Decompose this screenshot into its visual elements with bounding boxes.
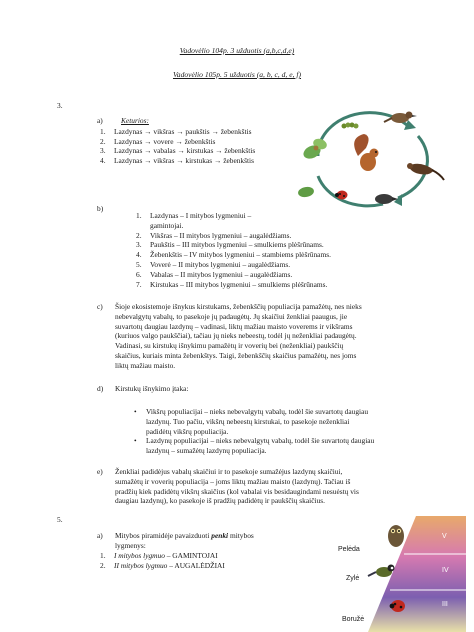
pyramid-label-owl: Pelėda: [338, 546, 360, 553]
task3-d-marker: d): [97, 384, 104, 393]
task-number-5: 5.: [57, 515, 63, 524]
paragraph-line: Ženkliai padidėjus vabalų skaičiui ir to pasekoje sumažėjus lazdynų skaičiui,: [115, 467, 343, 476]
pyramid-level-v: V: [442, 533, 447, 540]
task3-c-paragraph: [115, 302, 425, 370]
list-item: • Vikšrų populiacijai – nieks nebevalgytų vabalų, todėl šie suvartotų daugiau lazdynų. Tuo pačiu, vikšrų nebeestų kirstukai, to pasekoje neženkliai padidėtų vikšrų populiacija.: [134, 407, 369, 436]
owl-icon: [388, 525, 404, 547]
paragraph-line: suvartotų daugiau lazdynų – vadinasi, liktų mažiau maisto voverems ir vikšrams: [115, 321, 353, 331]
list-item: 4. Žebenkštis – IV mitybos lygmeniui – stambiems plėšrūnams.: [136, 250, 331, 260]
list-item: 6. Vabalas – II mitybos lygmeniui – augalėdžiams.: [136, 269, 293, 279]
list-item: 7. Kirstukas – III mitybos lygmeniui – smulkiems plėšrūnams.: [136, 279, 328, 289]
task-number-3: 3.: [57, 101, 63, 110]
list-item: 3. Lazdynas → vabalas → kirstukas → žebenkštis: [100, 146, 256, 155]
header-line-2: Vadovėlio 105p. 5 užduotis (a, b, c, d, e, f): [172, 70, 302, 79]
list-item: 3. Paukštis – III mitybos lygmeniui – smulkiems plėšrūnams.: [136, 240, 324, 250]
list-item: 1. Lazdynas → vikšras → paukštis → žebenkštis: [100, 127, 252, 136]
food-chains-list: [100, 127, 300, 165]
list-item: 2. Lazdynas → vovere → žebenkštis: [100, 136, 216, 146]
trophic-levels-list: [136, 211, 416, 289]
paragraph-line: sumažėtų ir voverių populiacija – joms liktų mažiau maisto (lazdynų). Tačiau iš: [115, 476, 351, 486]
task3-d-title: Kirstukų išnykimo įtaka:: [115, 384, 189, 393]
tit-bird-icon: [368, 565, 395, 578]
pyramid-level-iv: IV: [442, 567, 449, 574]
pyramid-levels-list: [100, 551, 225, 571]
task3-a-title: Keturios:: [121, 116, 149, 125]
list-item: 1. Lazdynas – I mitybos lygmeniui –: [136, 211, 252, 220]
bullet-icon: •: [134, 407, 137, 416]
paragraph-line: Vadinasi, su kirstukų išnykimu pamažėtų ir voverių bei (neženkliai) paukščių: [115, 341, 344, 351]
list-item: gamintojai.: [150, 220, 184, 230]
impact-bullets: [134, 407, 434, 456]
paragraph-line: Šioje ekosistemoje išnykus kirstukams, žebenkščių populiacija pamažėtų, nes nieks: [115, 302, 362, 311]
task3-c-marker: c): [97, 302, 103, 311]
task3-b-marker: b): [97, 204, 104, 213]
task5-a-marker: a): [97, 531, 103, 540]
task3-e-marker: e): [97, 467, 103, 476]
paragraph-line: daugiau lazdynų), ko pasekoje iš pradžių padidėtų ir paukščių skaičius.: [115, 496, 325, 506]
pyramid-label-tit: Zylė: [346, 575, 360, 582]
paragraph-line: liktų mažiau maisto.: [115, 360, 176, 370]
food-web-illustration: [288, 106, 448, 212]
food-pyramid-illustration: [338, 512, 466, 632]
task3-a-marker: a): [97, 116, 103, 125]
list-item: 1. I mitybos lygmuo – GAMINTOJAI: [100, 551, 218, 560]
pyramid-label-ladybird: Boružė: [342, 616, 365, 623]
list-item: 2. Vikšras – II mitybos lygmeniui – augalėdžiams.: [136, 230, 292, 240]
bullet-icon: •: [134, 436, 137, 446]
task5-a-intro: Mitybos piramidėje pavaizduoti penki mitybos: [115, 531, 254, 540]
paragraph-line: skaičius, kuriais minta žebenkštys. Taigi, žebenkščių skaičius pamažėtų, nes joms: [115, 350, 357, 360]
header-line-1: Vadovėlio 104p. 3 užduotis (a,b,c,d,e): [179, 46, 295, 55]
paragraph-line: nebevalgytų vabalų, to pasekoje jų padaugėtų. Jų skaičiui ženkliai paaugus, jie: [115, 311, 348, 321]
list-item: 2. II mitybos lygmuo – AUGALĖDŽIAI: [100, 560, 225, 570]
task3-e-paragraph: [115, 467, 425, 506]
pyramid-level-iii: III: [442, 601, 448, 608]
paragraph-line: pradžių kiek padidėtų vikšrų skaičius (kol vabalai vis besidaugindami nesuėstų vis: [115, 486, 359, 496]
list-item: • Lazdynų populiacijai – nieks nebevalgytų vabalų, todėl šie suvartotų daugiau lazdynų – sumažėtų lazdynų populiacija.: [134, 436, 375, 456]
paragraph-line: (kuriuos valgo paukščiai), tačiau jų nieks nebeestų, todėl jų neženkliai padaugėtų.: [115, 331, 357, 341]
list-item: 4. Lazdynas → vikšras → kirstukas → žebenkštis: [100, 155, 254, 165]
list-item: 5. Voverė – II mitybos lygmeniui – augalėdžiams.: [136, 259, 291, 269]
task5-a-intro-2: lygmenys:: [115, 541, 146, 550]
